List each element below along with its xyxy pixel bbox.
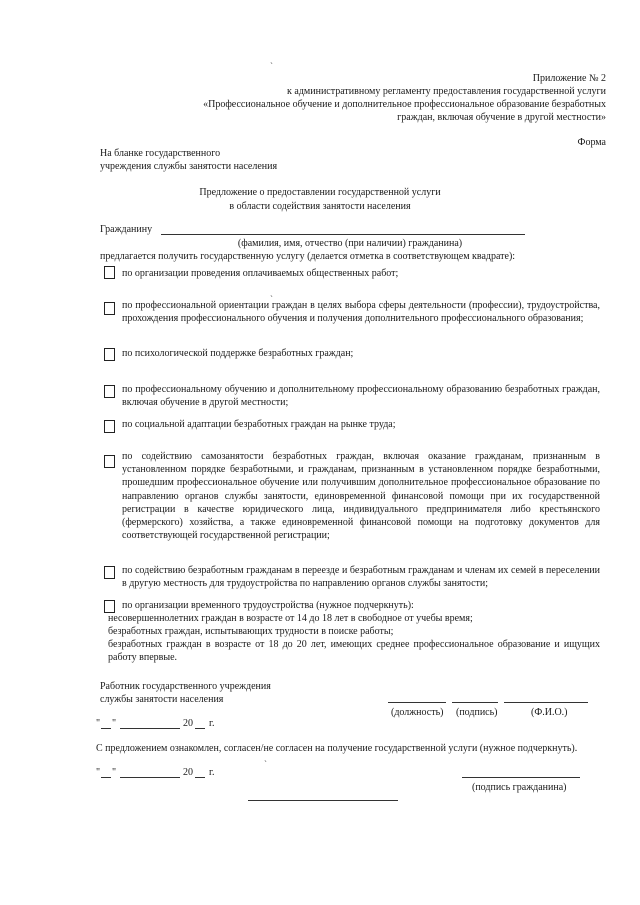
citizen-date-month-field[interactable] xyxy=(120,777,180,778)
citizen-date-year: 20 xyxy=(183,767,193,778)
option-public-works: по организации проведения оплачиваемых общественных работ; xyxy=(122,268,399,279)
stray-mark: ˏ xyxy=(270,54,273,64)
citizen-date-suffix: г. xyxy=(209,767,215,778)
acknowledgement-text: С предложением ознакомлен, согласен/не согласен на получение государственной услуги (нужное подчеркнуть). xyxy=(96,743,578,754)
option-checkbox-psychological-support[interactable] xyxy=(104,348,115,361)
signature-caption: (подпись) xyxy=(456,707,498,718)
citizen-date-quote-close: " xyxy=(112,767,117,778)
position-caption: (должность) xyxy=(391,707,444,718)
option-social-adaptation: по социальной адаптации безработных граждан на рынке труда; xyxy=(122,419,396,430)
option-temporary-employment: по организации временного трудоустройства (нужное подчеркнуть): xyxy=(122,600,414,611)
option-checkbox-relocation[interactable] xyxy=(104,566,115,579)
temp-employment-difficulties[interactable]: безработных граждан, испытывающих трудности в поиске работы; xyxy=(108,626,394,637)
worker-date-quote-open: " xyxy=(96,718,101,729)
document-title-line2: в области содействия занятости населения xyxy=(229,201,411,212)
service-name-line1: «Профессиональное обучение и дополнительное профессиональное образование безработных xyxy=(203,99,606,110)
worker-signature-field[interactable] xyxy=(452,702,498,703)
option-checkbox-social-adaptation[interactable] xyxy=(104,420,115,433)
temp-employment-minors[interactable]: несовершеннолетних граждан в возрасте от 14 до 18 лет в свободное от учебы время; xyxy=(108,613,473,624)
option-career-guidance: по профессиональной ориентации граждан в целях выбора сферы деятельности (профессии), трудоустройства, прохождения профессионального обучения и получения дополнительного профессионального образования; xyxy=(122,300,600,325)
letterhead-line2: учреждения службы занятости населения xyxy=(100,161,278,172)
option-checkbox-vocational-training[interactable] xyxy=(104,385,115,398)
appendix-number: Приложение № 2 xyxy=(532,73,606,84)
letterhead-line1: На бланке государственного xyxy=(100,148,221,159)
option-checkbox-public-works[interactable] xyxy=(104,266,115,279)
option-checkbox-career-guidance[interactable] xyxy=(104,302,115,315)
citizen-signature-caption: (подпись гражданина) xyxy=(472,782,567,793)
citizen-signature-field[interactable] xyxy=(462,777,580,778)
option-relocation: по содействию безработным гражданам в переезде и безработным гражданам и членам их семей в переселении в другую местность для трудоустройства по направлению органов службы занятости; xyxy=(122,565,600,590)
offer-text: предлагается получить государственную услугу (делается отметка в соответствующем квадрате): xyxy=(100,251,516,262)
citizen-name-field[interactable] xyxy=(161,234,525,235)
service-name-line2: граждан, включая обучение в другой местности» xyxy=(397,112,606,123)
option-self-employment: по содействию самозанятости безработных граждан, включая оказание гражданам, признанным в установленном порядке безработными, и гражданам, признанным в установленном порядке безработными, прошедшим профессиональное обучение или получившим дополнительное профессиональное образование по направлению органов службы занятости, единовременной финансовой помощи при их государственной регистрации в качестве юридического лица, индивидуального предпринимателя либо крестьянского (фермерского) хозяйства, а также единовременной финансовой помощи на подготовку документов для соответствующей государственной регистрации; xyxy=(122,451,600,542)
worker-date-day-field[interactable] xyxy=(101,728,111,729)
option-checkbox-self-employment[interactable] xyxy=(104,455,115,468)
stray-mark: ˏ xyxy=(264,752,267,762)
worker-fio-field[interactable] xyxy=(504,702,588,703)
citizen-date-day-field[interactable] xyxy=(101,777,111,778)
citizen-label: Гражданину xyxy=(100,224,153,235)
temp-employment-young-graduates[interactable]: безработных граждан в возрасте от 18 до 20 лет, имеющих среднее профессиональное образование и ищущих работу впервые. xyxy=(108,639,600,664)
option-vocational-training: по профессиональному обучению и дополнительному профессиональному образованию безработных граждан, включая обучение в другой местности; xyxy=(122,384,600,409)
worker-label-line1: Работник государственного учреждения xyxy=(100,681,271,692)
worker-date-month-field[interactable] xyxy=(120,728,180,729)
citizen-name-caption: (фамилия, имя, отчество (при наличии) гражданина) xyxy=(237,238,463,249)
bottom-separator xyxy=(248,800,398,801)
worker-date-suffix: г. xyxy=(209,718,215,729)
form-label: Форма xyxy=(577,137,606,148)
worker-date-year: 20 xyxy=(183,718,193,729)
appendix-reference: к административному регламенту предоставления государственной услуги xyxy=(287,86,606,97)
citizen-date-year-field[interactable] xyxy=(195,777,205,778)
worker-label-line2: службы занятости населения xyxy=(100,694,224,705)
worker-date-year-field[interactable] xyxy=(195,728,205,729)
stray-mark: ˏ xyxy=(270,287,273,297)
worker-date-quote-close: " xyxy=(112,718,117,729)
option-psychological-support: по психологической поддержке безработных граждан; xyxy=(122,348,354,359)
worker-position-field[interactable] xyxy=(388,702,446,703)
citizen-date-quote-open: " xyxy=(96,767,101,778)
document-title-line1: Предложение о предоставлении государственной услуги xyxy=(199,187,441,198)
fio-caption: (Ф.И.О.) xyxy=(531,707,568,718)
